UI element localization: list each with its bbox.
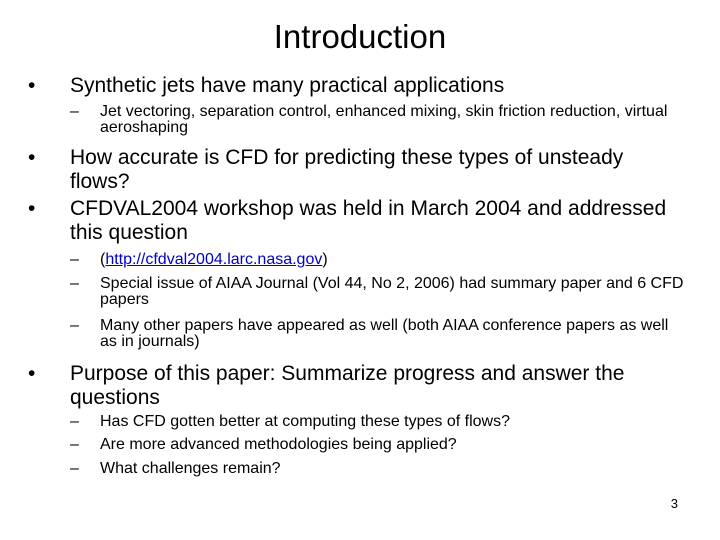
sub-bullet-item — [70, 460, 685, 477]
sub-bullet-text: Many other papers have appeared as well (both AIAA conference papers as well as in journals) — [100, 317, 669, 350]
bullet-dot: • — [28, 197, 36, 220]
bullet-item — [28, 197, 682, 245]
bullet-dot: • — [28, 74, 36, 97]
bullet-dot: • — [28, 146, 36, 169]
bullet-text: Purpose of this paper: Summarize progress and answer the questions — [70, 362, 625, 409]
sub-bullet-text: (http://cfdval2004.larc.nasa.gov) — [100, 251, 328, 268]
bullet-item — [28, 146, 682, 194]
bullet-text: How accurate is CFD for predicting these types of unsteady flows? — [70, 146, 624, 193]
sub-bullet-text: What challenges remain? — [100, 460, 281, 477]
page-title: Introduction — [273, 18, 447, 55]
bullet-item — [28, 74, 682, 98]
sub-bullet-item — [70, 275, 685, 308]
sub-bullet-dash: – — [70, 103, 79, 120]
sub-bullet-dash: – — [70, 275, 79, 292]
sub-bullet-item — [70, 251, 685, 268]
sub-bullet-item — [70, 436, 685, 453]
bullet-dot: • — [28, 362, 36, 385]
sub-bullet-item — [70, 317, 685, 350]
sub-bullet-text: Jet vectoring, separation control, enhanced mixing, skin friction reduction, virtual aeroshaping — [100, 103, 668, 136]
sub-bullet-text: Has CFD gotten better at computing these types of flows? — [100, 413, 510, 430]
sub-bullet-dash: – — [70, 436, 79, 453]
sub-bullet-dash: – — [70, 413, 79, 430]
sub-bullet-dash: – — [70, 251, 79, 268]
workshop-link[interactable]: http://cfdval2004.larc.nasa.gov — [105, 251, 323, 268]
bullet-text: Synthetic jets have many practical applications — [70, 74, 505, 97]
sub-bullet-text: Are more advanced methodologies being applied? — [100, 436, 457, 453]
page-number: 3 — [670, 496, 678, 511]
bullet-item — [28, 362, 682, 410]
sub-bullet-dash: – — [70, 317, 79, 334]
sub-bullet-text: Special issue of AIAA Journal (Vol 44, No 2, 2006) had summary paper and 6 CFD papers — [100, 275, 684, 308]
bullet-text: CFDVAL2004 workshop was held in March 2004 and addressed this question — [70, 197, 667, 244]
sub-bullet-dash: – — [70, 460, 79, 477]
sub-bullet-item — [70, 413, 685, 430]
sub-bullet-item — [70, 103, 685, 136]
